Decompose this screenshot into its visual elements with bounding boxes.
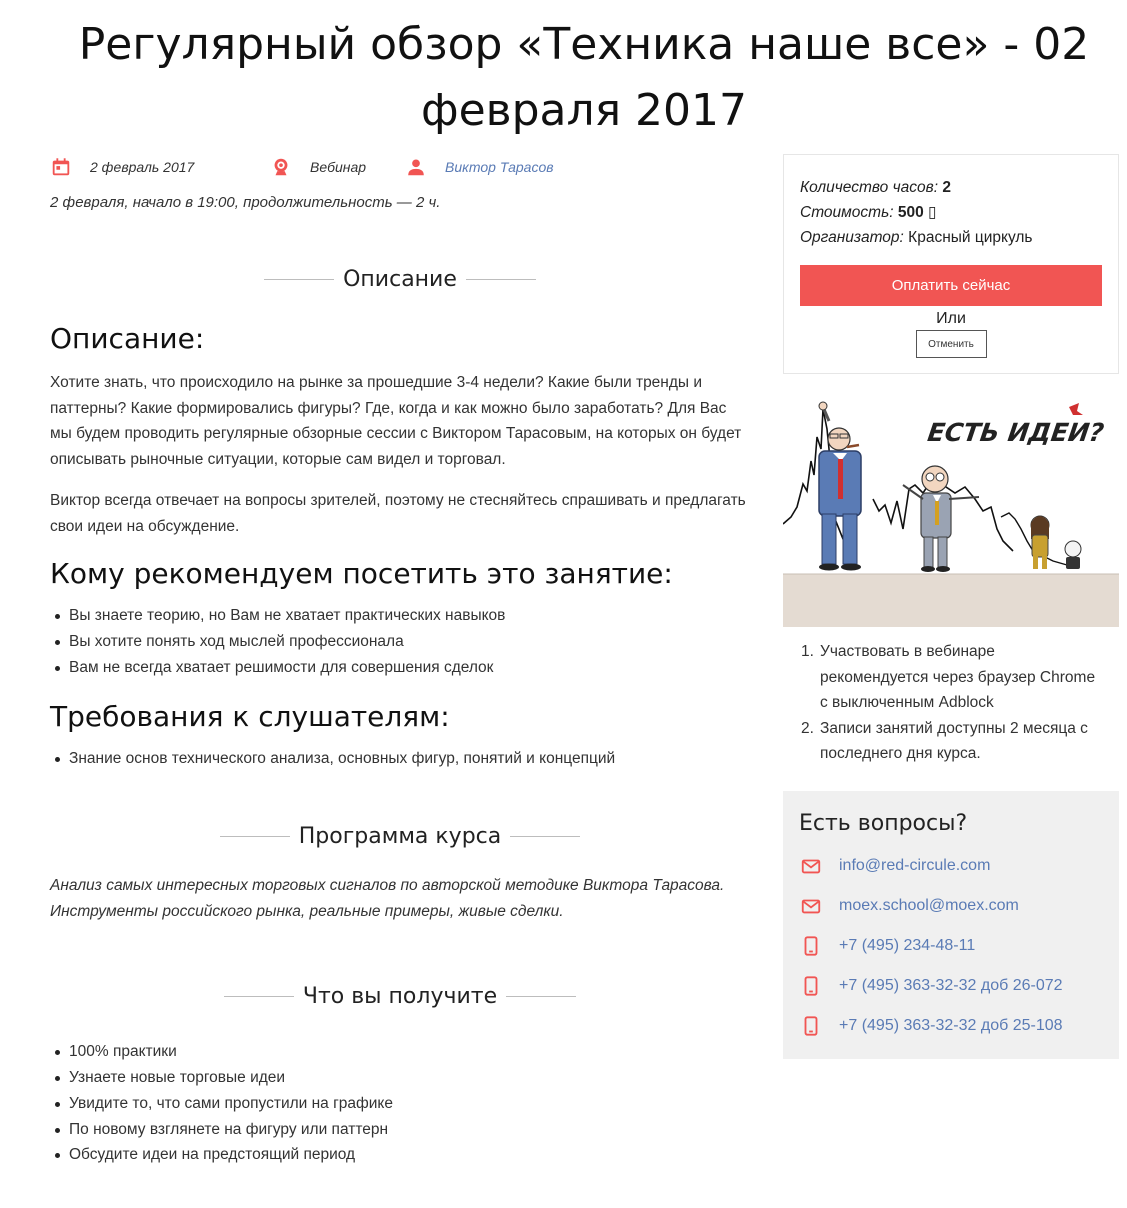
notes-list: [801, 639, 1103, 767]
list-item: [801, 639, 1103, 716]
section-label: Программа курса: [298, 824, 502, 850]
hours-value: 2: [942, 179, 951, 196]
list-item: По новому взглянете на фигуру или паттерн: [50, 1117, 750, 1143]
organizer-label: Организатор:: [800, 229, 904, 246]
promo-caption: ЕСТЬ ИДЕИ?: [925, 418, 1106, 447]
meta-date: [50, 156, 270, 178]
notes-block: [783, 627, 1119, 791]
description-paragraph-2: Виктор всегда отвечает на вопросы зрителей, поэтому не стесняйтесь спрашивать и предлагать свои идеи на обсуждение.: [50, 491, 746, 535]
contacts-block: [783, 791, 1119, 1059]
contacts-heading: Есть вопросы?: [799, 810, 968, 836]
outcomes-list: [50, 1039, 750, 1168]
phone-icon: [800, 935, 822, 957]
page-title-line-1: Регулярный обзор «Техника наше все» - 02: [78, 19, 1090, 70]
requirements-heading: Требования к слушателям:: [50, 700, 450, 734]
schedule-text: 2 февраля, начало в 19:00, продолжительность — 2 ч.: [50, 194, 441, 211]
page-title-line-2: февраля 2017: [420, 85, 748, 136]
price-box: [783, 154, 1119, 374]
meta-author[interactable]: [405, 156, 554, 178]
sidebar: [783, 154, 1119, 1059]
list-item: Вы хотите понять ход мыслей профессионала: [50, 629, 750, 655]
list-number: 2.: [801, 719, 814, 737]
list-item: Увидите то, что сами пропустили на графике: [50, 1091, 750, 1117]
meta-type: [270, 156, 405, 178]
promo-image: [783, 389, 1119, 627]
list-item: Вам не всегда хватает решимости для совершения сделок: [50, 655, 750, 681]
audience-heading: Кому рекомендуем посетить это занятие:: [50, 557, 673, 591]
divider-line: [466, 279, 536, 280]
contact-link[interactable]: +7 (495) 363-32-32 доб 25-108: [839, 1016, 1063, 1034]
requirements-list: [50, 746, 750, 772]
author-link[interactable]: Виктор Тарасов: [445, 159, 554, 175]
cost-row: [800, 200, 1102, 225]
divider-line: [224, 996, 294, 997]
person-icon: [405, 156, 427, 178]
divider-line: [510, 836, 580, 837]
phone-icon: [800, 1015, 822, 1037]
list-item: Вы знаете теорию, но Вам не хватает практических навыков: [50, 603, 750, 629]
list-number: 1.: [801, 643, 814, 660]
note-text: Участвовать в вебинаре рекомендуется через браузер Chrome с выключенным Adblock: [820, 643, 1096, 711]
program-text: [50, 873, 750, 924]
main-content: [50, 150, 750, 1168]
cancel-button[interactable]: Отменить: [916, 330, 987, 358]
program-text-line-1: Анализ самых интересных торговых сигналов по авторской методике Виктора Тарасова.: [50, 877, 725, 895]
section-label: Описание: [343, 267, 457, 292]
list-item: Обсудите идеи на предстоящий период: [50, 1142, 750, 1168]
mail-icon: [800, 855, 822, 877]
mail-icon: [800, 895, 822, 917]
section-divider-program: [50, 824, 750, 849]
description-heading: Описание:: [50, 322, 205, 355]
meta-type-text: Вебинар: [310, 159, 367, 175]
hours-label: Количество часов:: [800, 179, 938, 196]
event-meta: [50, 150, 750, 184]
section-divider-description: [50, 267, 750, 292]
list-item: [801, 716, 1103, 767]
contact-link[interactable]: moex.school@moex.com: [839, 896, 1019, 914]
contact-phone-1[interactable]: [799, 926, 1103, 966]
pay-now-button[interactable]: Оплатить сейчас: [800, 265, 1102, 306]
webcam-icon: [270, 156, 292, 178]
list-item: Знание основ технического анализа, основных фигур, понятий и концепций: [50, 746, 750, 772]
list-item: Узнаете новые торговые идеи: [50, 1065, 750, 1091]
organizer-value: Красный циркуль: [908, 229, 1033, 246]
audience-list: [50, 603, 750, 680]
contact-phone-2[interactable]: [799, 966, 1103, 1006]
phone-icon: [800, 975, 822, 997]
hours-row: [800, 175, 1102, 200]
note-text: Записи занятий доступны 2 месяца с последнего дня курса.: [820, 719, 1088, 762]
description-paragraph-1: Хотите знать, что происходило на рынке за прошедшие 3-4 недели? Какие были тренды и паттерны? Какие формировались фигуры? Где, когда и как можно было заработать? Для Вас мы будем проводить регулярные обзорные сессии с Виктором Тарасовым, на которых он будет описывать рыночные ситуации, которые сам видел и торговал.: [50, 374, 742, 469]
contact-link[interactable]: info@red-circule.com: [839, 856, 991, 874]
meta-date-text: 2 февраль 2017: [90, 159, 195, 175]
calendar-icon: [50, 156, 72, 178]
program-text-line-2: Инструменты российского рынка, реальные примеры, живые сделки.: [50, 902, 564, 920]
divider-line: [506, 996, 576, 997]
organizer-row: [800, 225, 1102, 250]
divider-line: [220, 836, 290, 837]
contact-link[interactable]: +7 (495) 363-32-32 доб 26-072: [839, 976, 1063, 994]
divider-line: [264, 279, 334, 280]
contact-link[interactable]: +7 (495) 234-48-11: [839, 936, 976, 954]
contact-phone-3[interactable]: [799, 1006, 1103, 1046]
contact-email-2[interactable]: [799, 886, 1103, 926]
promo-illustration: [783, 389, 1119, 627]
list-item: 100% практики: [50, 1039, 750, 1065]
contact-email-1[interactable]: [799, 846, 1103, 886]
section-divider-outcomes: [50, 984, 750, 1009]
section-label: Что вы получите: [302, 984, 498, 1010]
cost-value: 500: [897, 204, 924, 221]
cost-label: Стоимость:: [800, 204, 894, 221]
or-text: Или: [936, 310, 966, 327]
currency-glyph: ▯: [928, 204, 937, 221]
page-title: [0, 12, 1127, 144]
